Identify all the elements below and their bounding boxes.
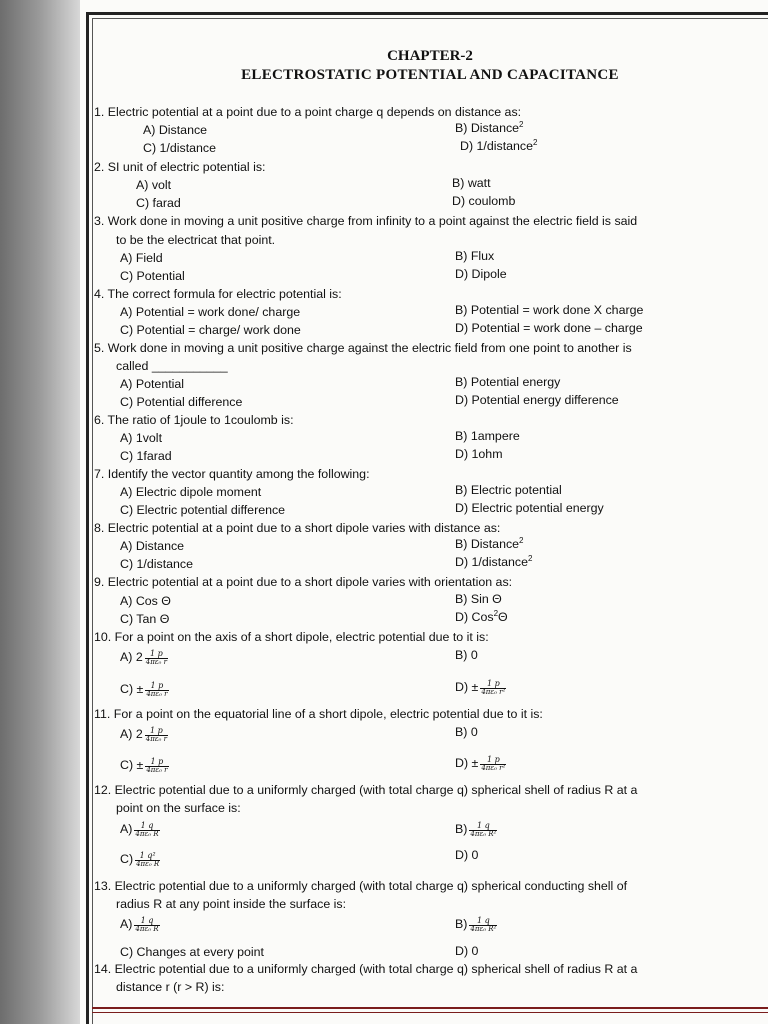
question-12: 12. Electric potential due to a uniformly charged (with total charge q) spherical shell of radius R at a xyxy=(94,783,638,797)
q7-option-c: C) Electric potential difference xyxy=(120,503,286,517)
q1-option-d: D) 1/distance$^2$ xyxy=(460,137,538,153)
question-12-cont: point on the surface is: xyxy=(116,801,241,815)
page-gutter-shadow xyxy=(0,0,88,1024)
q8-option-b: B) Distance$^2$ xyxy=(455,535,524,551)
q6-option-d: D) 1ohm xyxy=(455,447,503,461)
q13-option-d: D) 0 xyxy=(455,944,479,958)
q5-option-c: C) Potential difference xyxy=(120,395,243,409)
q9-option-b: B) Sin Θ xyxy=(455,592,502,606)
q8-option-d: D) 1/distance$^2$ xyxy=(455,553,533,569)
q13-option-b: B) $\frac{1 q}{\text{4πε₀ R²}}$ xyxy=(455,916,497,933)
q10-a-fraction: $\frac{1 p}{\text{4πε₀ r}}$ xyxy=(145,649,167,666)
q7-option-b: B) Electric potential xyxy=(455,483,562,497)
q10-d-fraction: $\frac{1 p}{\text{4πε₀ r²}}$ xyxy=(481,679,506,696)
question-13-cont: radius R at any point inside the surface is: xyxy=(116,897,347,911)
q6-option-b: B) 1ampere xyxy=(455,429,520,443)
q10-c-fraction: $\frac{1 p}{\text{4πε₀ r}}$ xyxy=(146,681,168,698)
question-3-cont: to be the electricat that point. xyxy=(116,233,276,247)
q13-option-a: A) $\frac{1 q}{\text{4πε₀ R}}$ xyxy=(120,916,159,933)
q2-option-d: D) coulomb xyxy=(452,194,516,208)
question-13: 13. Electric potential due to a uniformly charged (with total charge q) spherical conducting shell of xyxy=(94,879,628,893)
question-10: 10. For a point on the axis of a short dipole, electric potential due to it is: xyxy=(94,630,489,644)
q11-option-a: A) 2 $\frac{1 p}{\text{4πε₀ r}}$ xyxy=(120,726,167,743)
q12-a-fraction: $\frac{1 q}{\text{4πε₀ R}}$ xyxy=(135,821,159,838)
question-2: 2. SI unit of electric potential is: xyxy=(94,160,266,174)
q11-c-fraction: $\frac{1 p}{\text{4πε₀ r}}$ xyxy=(146,757,168,774)
q5-option-d: D) Potential energy difference xyxy=(455,393,619,407)
q11-option-d: D) ± $\frac{1 p}{\text{4πε₀ r²}}$ xyxy=(455,755,506,772)
q12-b-fraction: $\frac{1 q}{\text{4πε₀ R²}}$ xyxy=(470,821,497,838)
q1-option-b: B) Distance$^2$ xyxy=(455,119,524,135)
q12-option-a: A) $\frac{1 q}{\text{4πε₀ R}}$ xyxy=(120,821,159,838)
q8-option-a: A) Distance xyxy=(120,539,185,553)
q10-option-d: D) ± $\frac{1 p}{\text{4πε₀ r²}}$ xyxy=(455,679,506,696)
q11-a-fraction: $\frac{1 p}{\text{4πε₀ r}}$ xyxy=(145,726,167,743)
question-9: 9. Electric potential at a point due to a short dipole varies with orientation as: xyxy=(94,575,513,589)
q2-option-c: C) farad xyxy=(136,196,181,210)
question-11: 11. For a point on the equatorial line of a short dipole, electric potential due to it is: xyxy=(94,707,543,721)
q5-option-b: B) Potential energy xyxy=(455,375,561,389)
q1-option-c: C) 1/distance xyxy=(143,141,217,155)
q4-option-c: C) Potential = charge/ work done xyxy=(120,323,301,337)
q6-option-a: A) 1volt xyxy=(120,431,163,445)
q11-d-fraction: $\frac{1 p}{\text{4πε₀ r²}}$ xyxy=(481,755,506,772)
q3-option-b: B) Flux xyxy=(455,249,495,263)
question-14: 14. Electric potential due to a uniformly charged (with total charge q) spherical shell of radius R at a xyxy=(94,962,638,976)
q12-option-c: C) $\frac{\text{1 q²}}{\text{4πε₀ R}}$ xyxy=(120,851,160,868)
chapter-label: CHAPTER-2 xyxy=(387,48,473,64)
q8-option-c: C) 1/distance xyxy=(120,557,194,571)
q2-option-b: B) watt xyxy=(452,176,491,190)
q3-option-a: A) Field xyxy=(120,251,163,265)
q12-option-d: D) 0 xyxy=(455,848,479,862)
q9-option-d: D) Cos$^2$Θ xyxy=(455,608,508,624)
q13-option-c: C) Changes at every point xyxy=(120,945,264,959)
q4-option-d: D) Potential = work done – charge xyxy=(455,321,643,335)
question-5-cont: called ___________ xyxy=(116,359,228,373)
q9-option-a: A) Cos Θ xyxy=(120,594,171,608)
q12-option-b: B) $\frac{1 q}{\text{4πε₀ R²}}$ xyxy=(455,821,497,838)
q6-option-c: C) 1farad xyxy=(120,449,172,463)
q9-option-c: C) Tan Θ xyxy=(120,612,170,626)
question-5: 5. Work done in moving a unit positive charge against the electric field from one point to another is xyxy=(94,341,632,355)
q11-option-b: B) 0 xyxy=(455,725,478,739)
q4-option-a: A) Potential = work done/ charge xyxy=(120,305,301,319)
question-8: 8. Electric potential at a point due to a short dipole varies with distance as: xyxy=(94,521,501,535)
q3-option-c: C) Potential xyxy=(120,269,185,283)
q7-option-a: A) Electric dipole moment xyxy=(120,485,262,499)
footer-rule xyxy=(92,1007,768,1009)
q13-b-fraction: $\frac{1 q}{\text{4πε₀ R²}}$ xyxy=(470,916,497,933)
q10-option-c: C) ± $\frac{1 p}{\text{4πε₀ r}}$ xyxy=(120,681,168,698)
footer-rule-secondary xyxy=(92,1012,768,1013)
q11-option-c: C) ± $\frac{1 p}{\text{4πε₀ r}}$ xyxy=(120,757,168,774)
q7-option-d: D) Electric potential energy xyxy=(455,501,604,515)
q5-option-a: A) Potential xyxy=(120,377,185,391)
q10-option-b: B) 0 xyxy=(455,648,478,662)
q4-option-b: B) Potential = work done X charge xyxy=(455,303,644,317)
q13-a-fraction: $\frac{1 q}{\text{4πε₀ R}}$ xyxy=(135,916,159,933)
question-7: 7. Identify the vector quantity among the following: xyxy=(94,467,370,481)
q2-option-a: A) volt xyxy=(136,178,172,192)
q12-c-fraction: $\frac{\text{1 q²}}{\text{4πε₀ R}}$ xyxy=(136,851,160,868)
question-6: 6. The ratio of 1joule to 1coulomb is: xyxy=(94,413,294,427)
q10-option-a: A) 2 $\frac{1 p}{\text{4πε₀ r}}$ xyxy=(120,649,167,666)
q3-option-d: D) Dipole xyxy=(455,267,507,281)
question-14-cont: distance r (r > R) is: xyxy=(116,980,225,994)
question-4: 4. The correct formula for electric potential is: xyxy=(94,287,342,301)
chapter-title: ELECTROSTATIC POTENTIAL AND CAPACITANCE xyxy=(241,67,619,83)
q1-option-a: A) Distance xyxy=(143,123,208,137)
question-3: 3. Work done in moving a unit positive charge from infinity to a point against the electric field is said xyxy=(94,214,638,228)
question-1: 1. Electric potential at a point due to a point charge q depends on distance as: xyxy=(94,105,522,119)
